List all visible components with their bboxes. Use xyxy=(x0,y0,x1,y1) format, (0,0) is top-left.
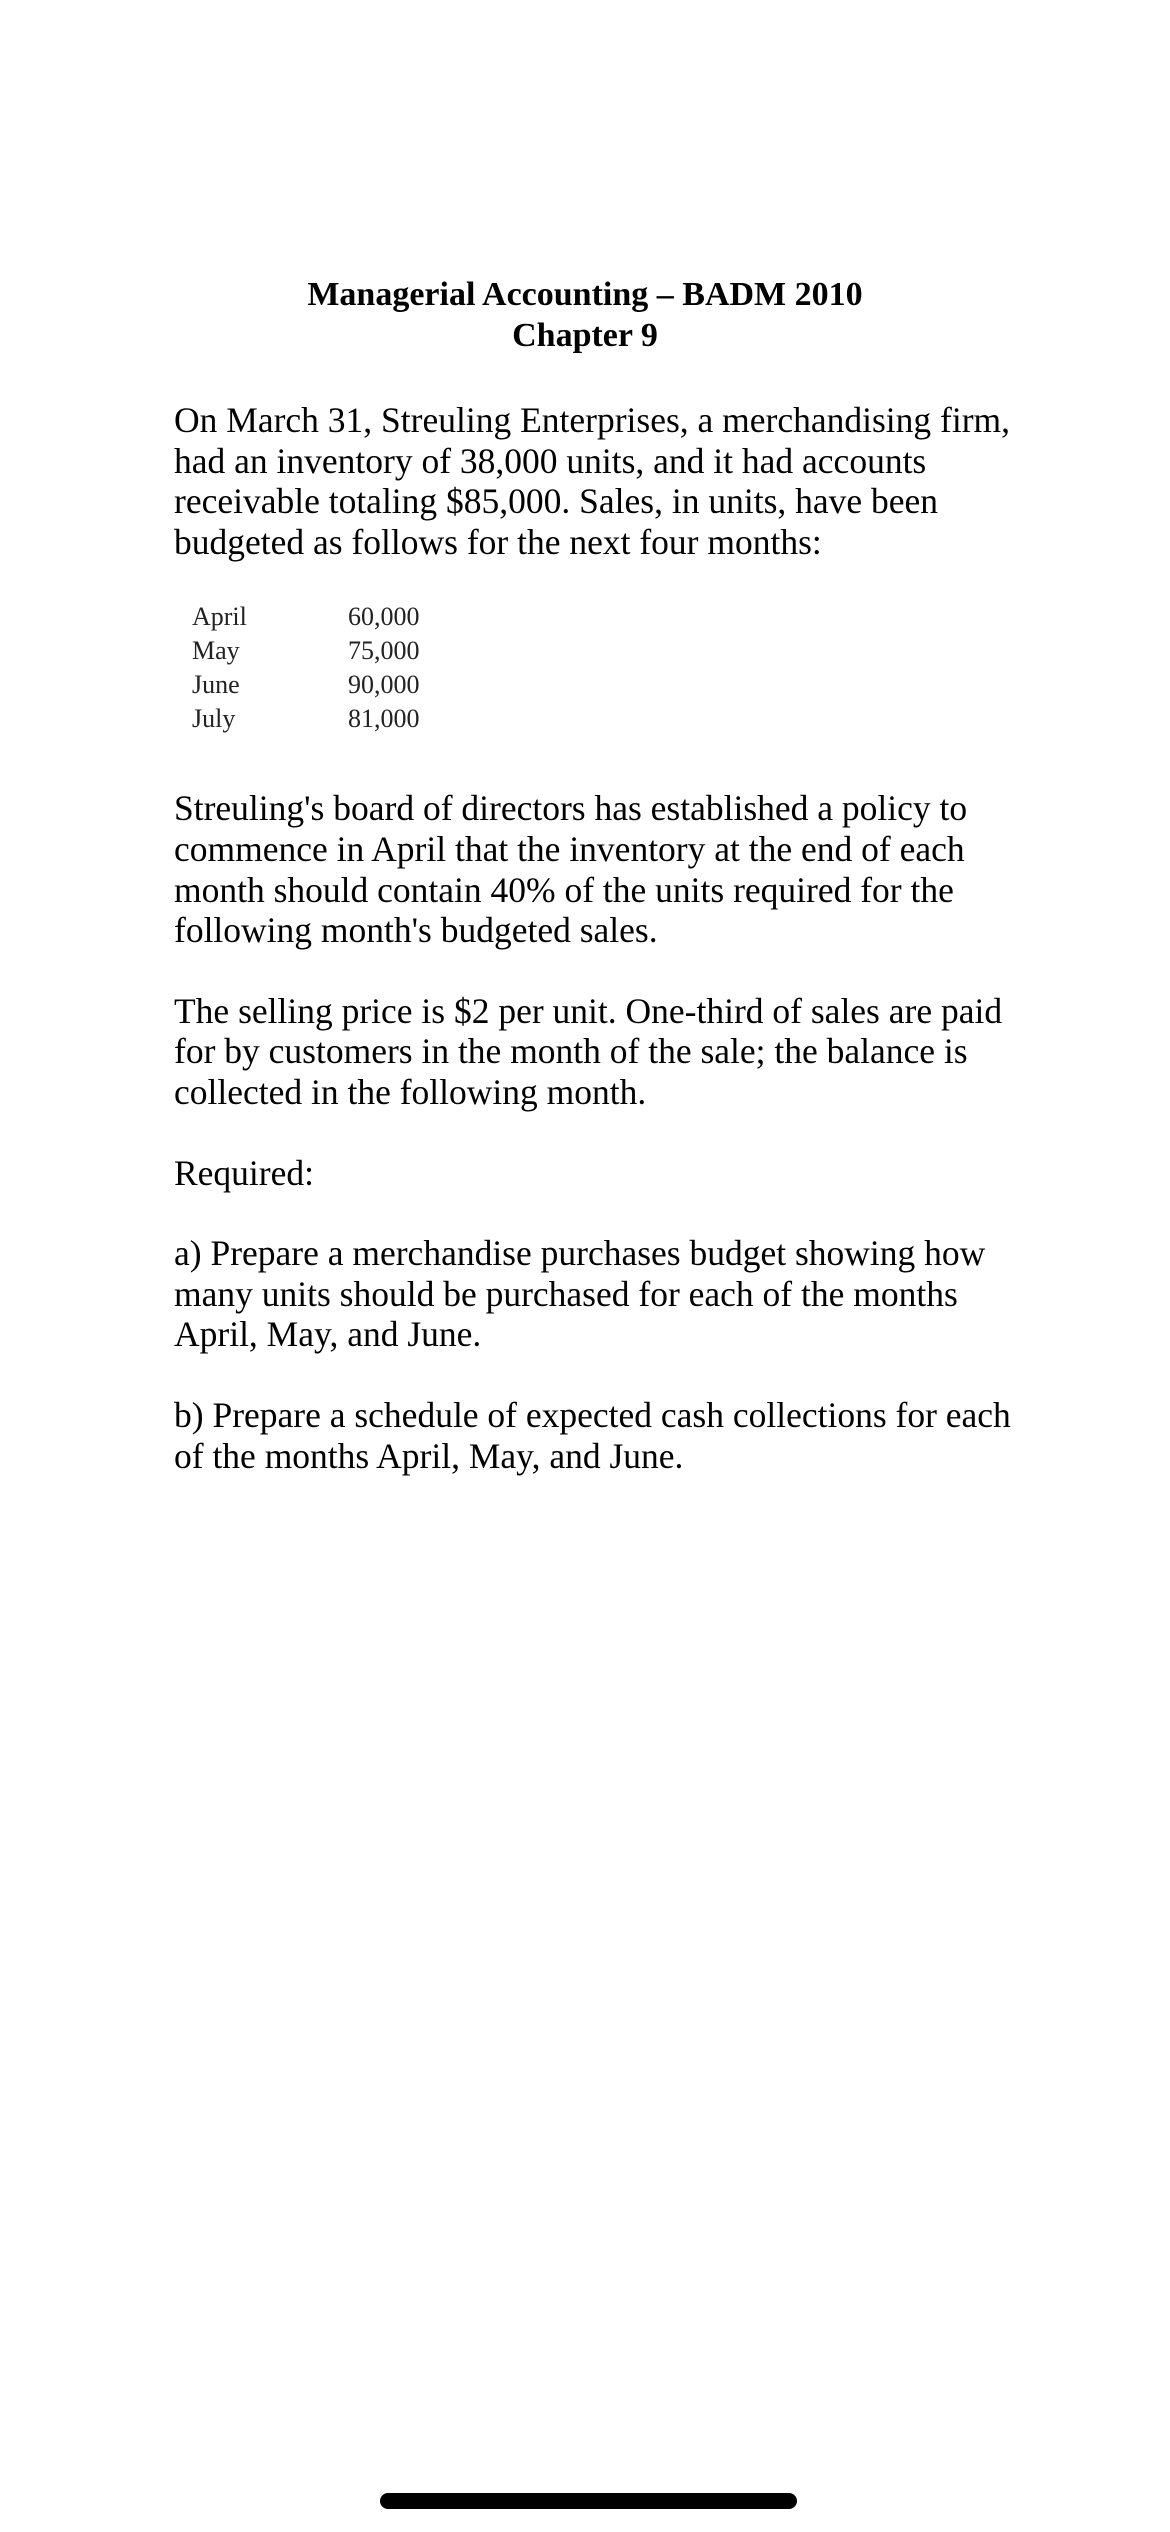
requirement-b: b) Prepare a schedule of expected cash collections for each of the months April, May, and June. xyxy=(174,1394,1011,1476)
units-cell: 81,000 xyxy=(348,704,420,734)
month-cell: June xyxy=(192,670,240,700)
table-row xyxy=(192,702,468,736)
intro-paragraph: On March 31, Streuling Enterprises, a merchandising firm, had an inventory of 38,000 units, and it had accounts receivable totaling $85,000. Sales, in units, have been budgeted as follows for the next four months: xyxy=(174,400,1011,562)
title-line-chapter: Chapter 9 xyxy=(512,317,658,354)
month-cell: May xyxy=(192,636,240,666)
policy-paragraph: Streuling's board of directors has established a policy to commence in April that the inventory at the end of each month should contain 40% of the units required for the following month's budgeted sales. xyxy=(174,788,968,951)
requirement-a: a) Prepare a merchandise purchases budget showing how many units should be purchased for each of the months April, May, and June. xyxy=(174,1233,986,1355)
table-row xyxy=(192,668,468,702)
units-cell: 75,000 xyxy=(348,636,420,666)
units-cell: 90,000 xyxy=(348,670,420,700)
required-label: Required: xyxy=(174,1152,314,1193)
month-cell: July xyxy=(192,704,236,734)
table-row xyxy=(192,634,468,668)
home-indicator[interactable] xyxy=(380,2493,797,2509)
document-body xyxy=(174,400,1034,1476)
sales-budget-table xyxy=(192,600,468,736)
title-line-course: Managerial Accounting – BADM 2010 xyxy=(307,276,863,313)
table-row xyxy=(192,600,468,634)
month-cell: April xyxy=(192,602,247,632)
document-title xyxy=(0,274,1170,356)
units-cell: 60,000 xyxy=(348,602,420,632)
pricing-paragraph: The selling price is $2 per unit. One-third of sales are paid for by customers in the month of the sale; the balance is collected in the following month. xyxy=(174,990,1003,1112)
